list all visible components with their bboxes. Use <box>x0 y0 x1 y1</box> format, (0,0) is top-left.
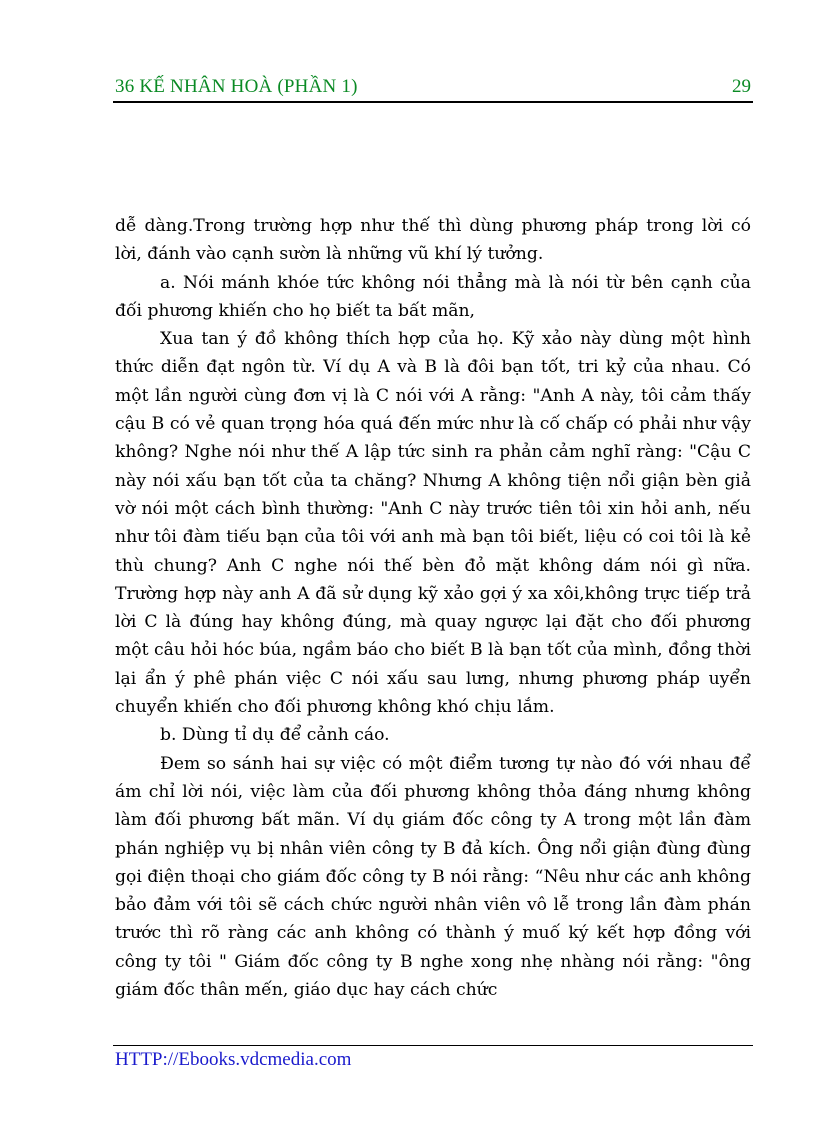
page-body <box>115 212 751 1004</box>
paragraph: dễ dàng.Trong trường hợp như thế thì dùng phương pháp trong lời có lời, đánh vào cạnh sườn là những vũ khí lý tưởng. <box>115 216 751 265</box>
book-title: 36 KẾ NHÂN HOÀ (PHẦN 1) <box>115 76 358 97</box>
paragraph: Đem so sánh hai sự việc có một điểm tương tự nào đó với nhau để ám chỉ lời nói, việc làm của đối phương không thỏa đáng nhưng không làm đối phương bất mãn. Ví dụ giám đốc công ty A trong một lần đàm phán nghiệp vụ bị nhân viên công ty B đả kích. Ông nổi giận đùng đùng gọi điện thoại cho giám đốc công ty B nói rằng: “Nêu như các anh không bảo đảm với tôi sẽ cách chức người nhân viên vô lễ trong lần đàm phán trước thì rõ ràng các anh không có thành ý muố ký kết hợp đồng với công ty tôi " Giám đốc công ty B nghe xong nhẹ nhàng nói rằng: "ông giám đốc thân mến, giáo dục hay cách chức <box>115 753 751 1001</box>
page-number: 29 <box>732 76 751 97</box>
paragraph: Xua tan ý đồ không thích hợp của họ. Kỹ xảo này dùng một hình thức diễn đạt ngôn từ. Ví dụ A và B là đôi bạn tốt, tri kỷ của nhau. Có một lần người cùng đơn vị là C nói với A rằng: "Anh A này, tôi cảm thấy cậu B có vẻ quan trọng hóa quá đến mức như là cố chấp có phải như vậy không? Nghe nói như thế A lập tức sinh ra phản cảm nghĩ ràng: "Cậu C này nói xấu bạn tốt của ta chăng? Nhưng A không tiện nổi giận bèn giả vờ nói một cách bình thường: "Anh C này trước tiên tôi xin hỏi anh, nếu như tôi đàm tiếu bạn của tôi với anh mà bạn tôi biết, liệu có coi tôi là kẻ thù chung? Anh C nghe nói thế bèn đỏ mặt không dám nói gì nữa. Trường hợp này anh A đã sử dụng kỹ xảo gợi ý xa xôi,không trực tiếp trả lời C là đúng hay không đúng, mà quay ngược lại đặt cho đối phương một câu hỏi hóc búa, ngầm báo cho biết B là bạn tốt của mình, đồng thời lại ẩn ý phê phán việc C nói xấu sau lưng, nhưng phương pháp uyển chuyển khiến cho đối phương không khó chịu lắm. <box>115 329 751 718</box>
page-header <box>113 76 753 103</box>
paragraph: b. Dùng tỉ dụ để cảnh cáo. <box>160 725 390 746</box>
paragraph: a. Nói mánh khóe tức không nói thẳng mà là nói từ bên cạnh của đối phương khiến cho họ biết ta bất mãn, <box>115 272 751 321</box>
page-footer <box>113 1045 753 1070</box>
footer-website-link[interactable]: HTTP://Ebooks.vdcmedia.com <box>115 1049 352 1070</box>
